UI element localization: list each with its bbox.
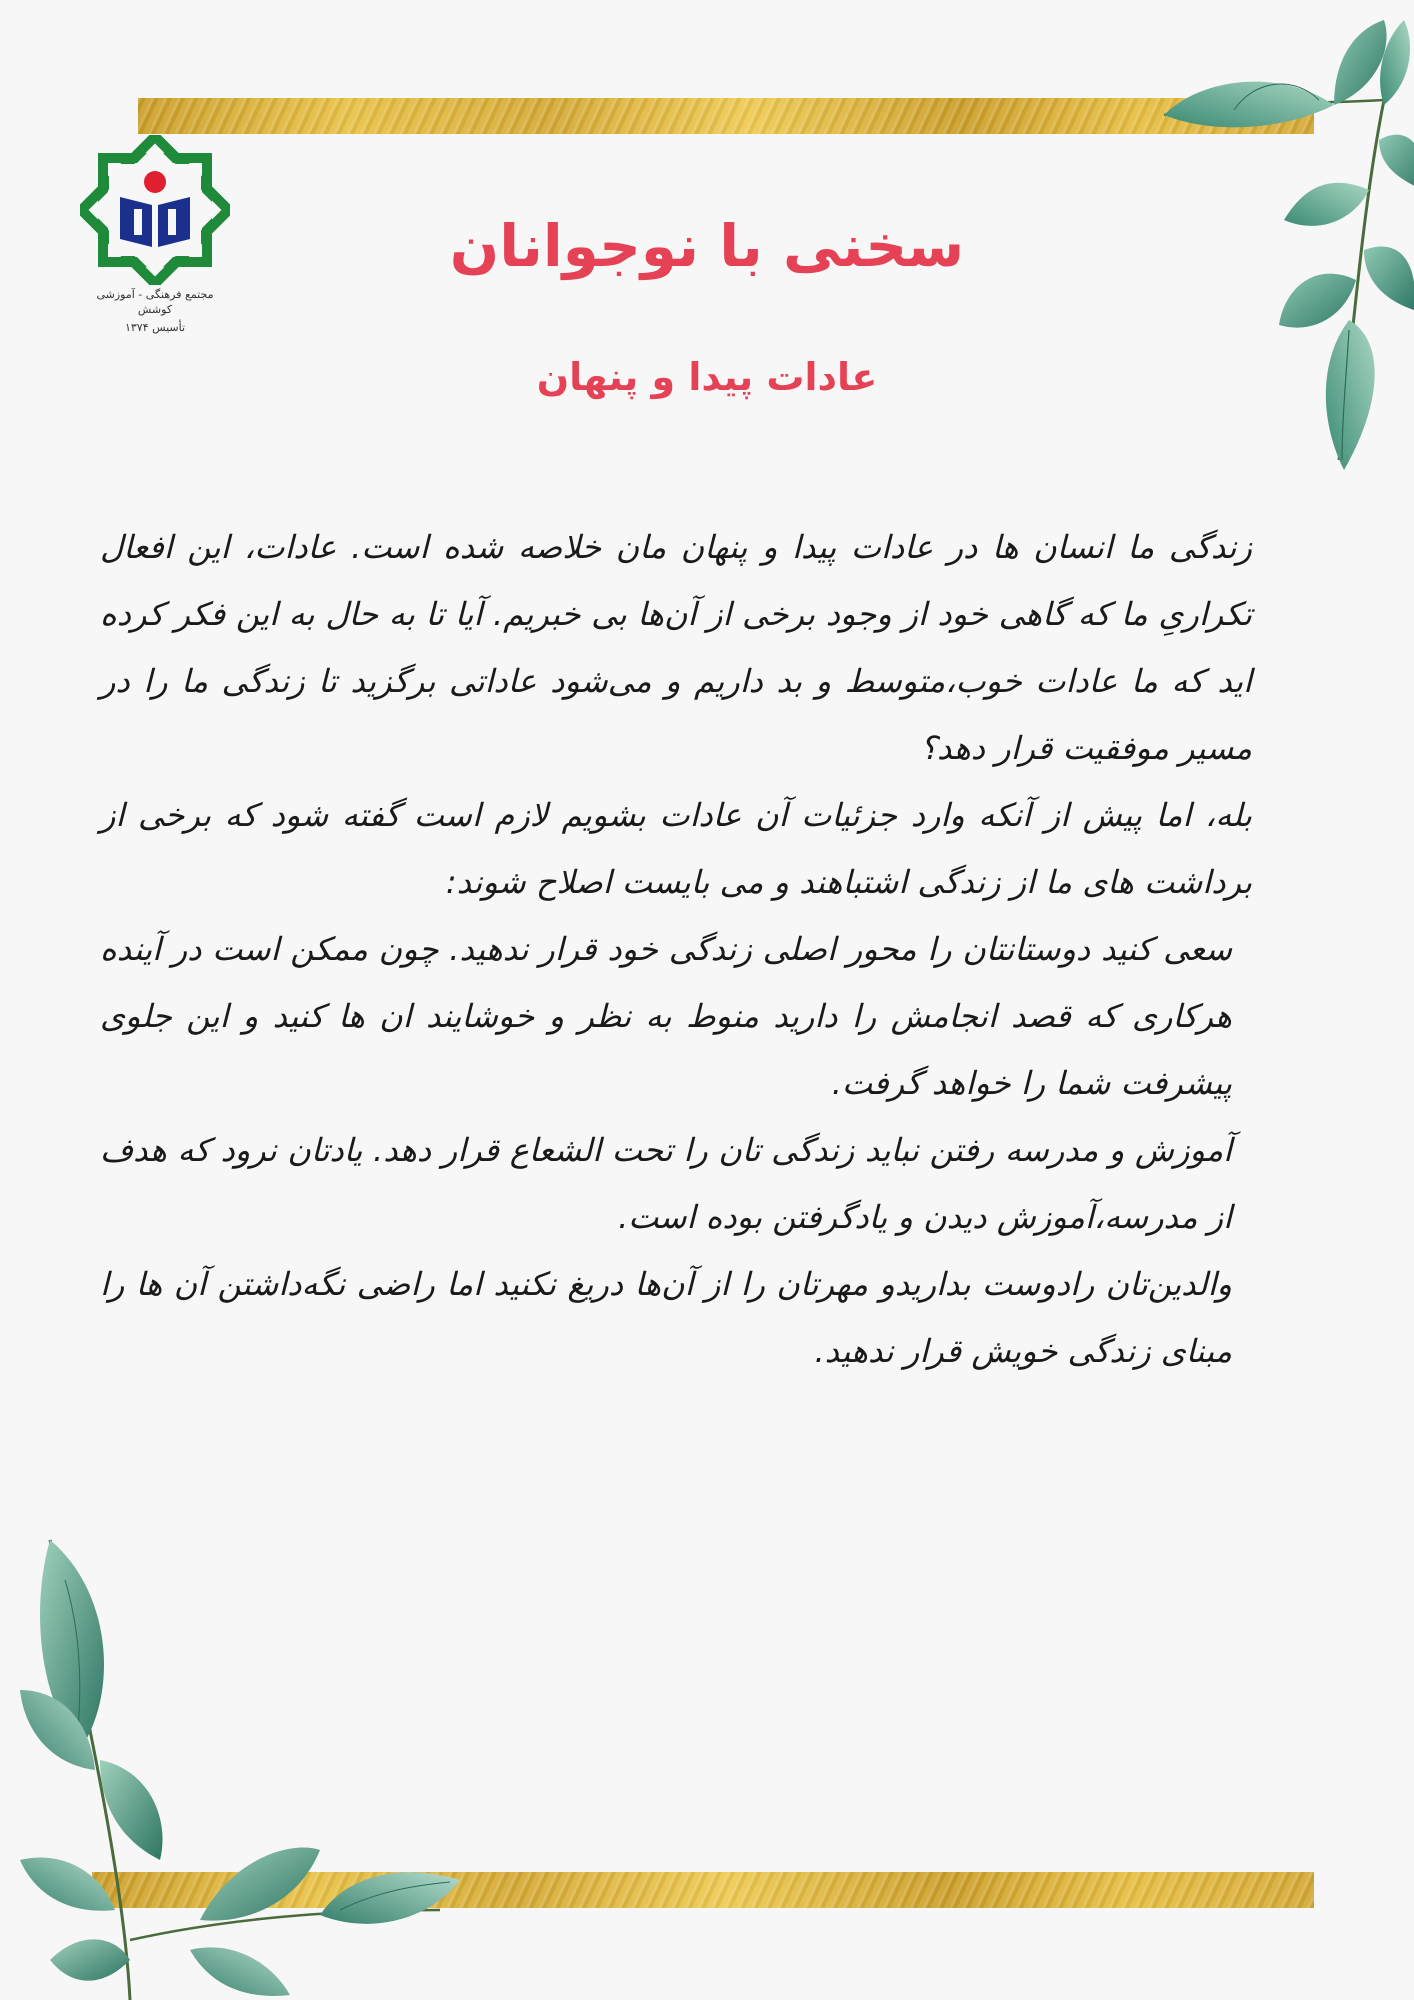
page-subtitle: عادات پیدا و پنهان xyxy=(536,355,878,399)
page-title: سخنی با نوجوانان xyxy=(449,212,965,280)
logo-caption-founded: تأسیس ۱۳۷۴ xyxy=(124,320,186,334)
article-body xyxy=(100,514,1252,1385)
logo-caption-name: مجتمع فرهنگی - آموزشی کوشش xyxy=(96,288,214,317)
bottom-leaves-decoration xyxy=(20,1520,480,2000)
paragraph-parents: والدین‌تان رادوست بداریدو مهرتان را از آن‌ها دریغ نکنید اما راضی نگه‌داشتن آن ها را مبنای زندگی خویش قرار ندهید. xyxy=(100,1265,1232,1370)
paragraph-school: آموزش و مدرسه رفتن نباید زندگی تان را تحت الشعاع قرار دهد. یادتان نرود که هدف از مدرسه،آموزش دیدن و یادگرفتن بوده است. xyxy=(100,1131,1233,1236)
paragraph-intro: زندگی ما انسان ها در عادات پیدا و پنهان مان خلاصه شده است. عادات، این افعال تکراریِ ما که گاهی خود از وجود برخی از آن‌ها بی خبریم. آیا تا به حال به این فکر کرده اید که ما عادات خوب،متوسط و بد داریم و می‌شود عاداتی برگزید تا زندگی ما را در مسیر موفقیت قرار دهد؟ xyxy=(100,528,1253,767)
paragraph-friends: سعی کنید دوستانتان را محور اصلی زندگی خود قرار ندهید. چون ممکن است در آینده هرکاری که قصد انجامش را دارید منوط به نظر و خوشایند ان ها کنید و این جلوی پیشرفت شما را خواهد گرفت. xyxy=(100,930,1233,1102)
paragraph-misconceptions: بله، اما پیش از آنکه وارد جزئیات آن عادات بشویم لازم است گفته شود که برخی از برداشت های ما از زندگی اشتباهند و می بایست اصلاح شوند: xyxy=(100,796,1252,901)
